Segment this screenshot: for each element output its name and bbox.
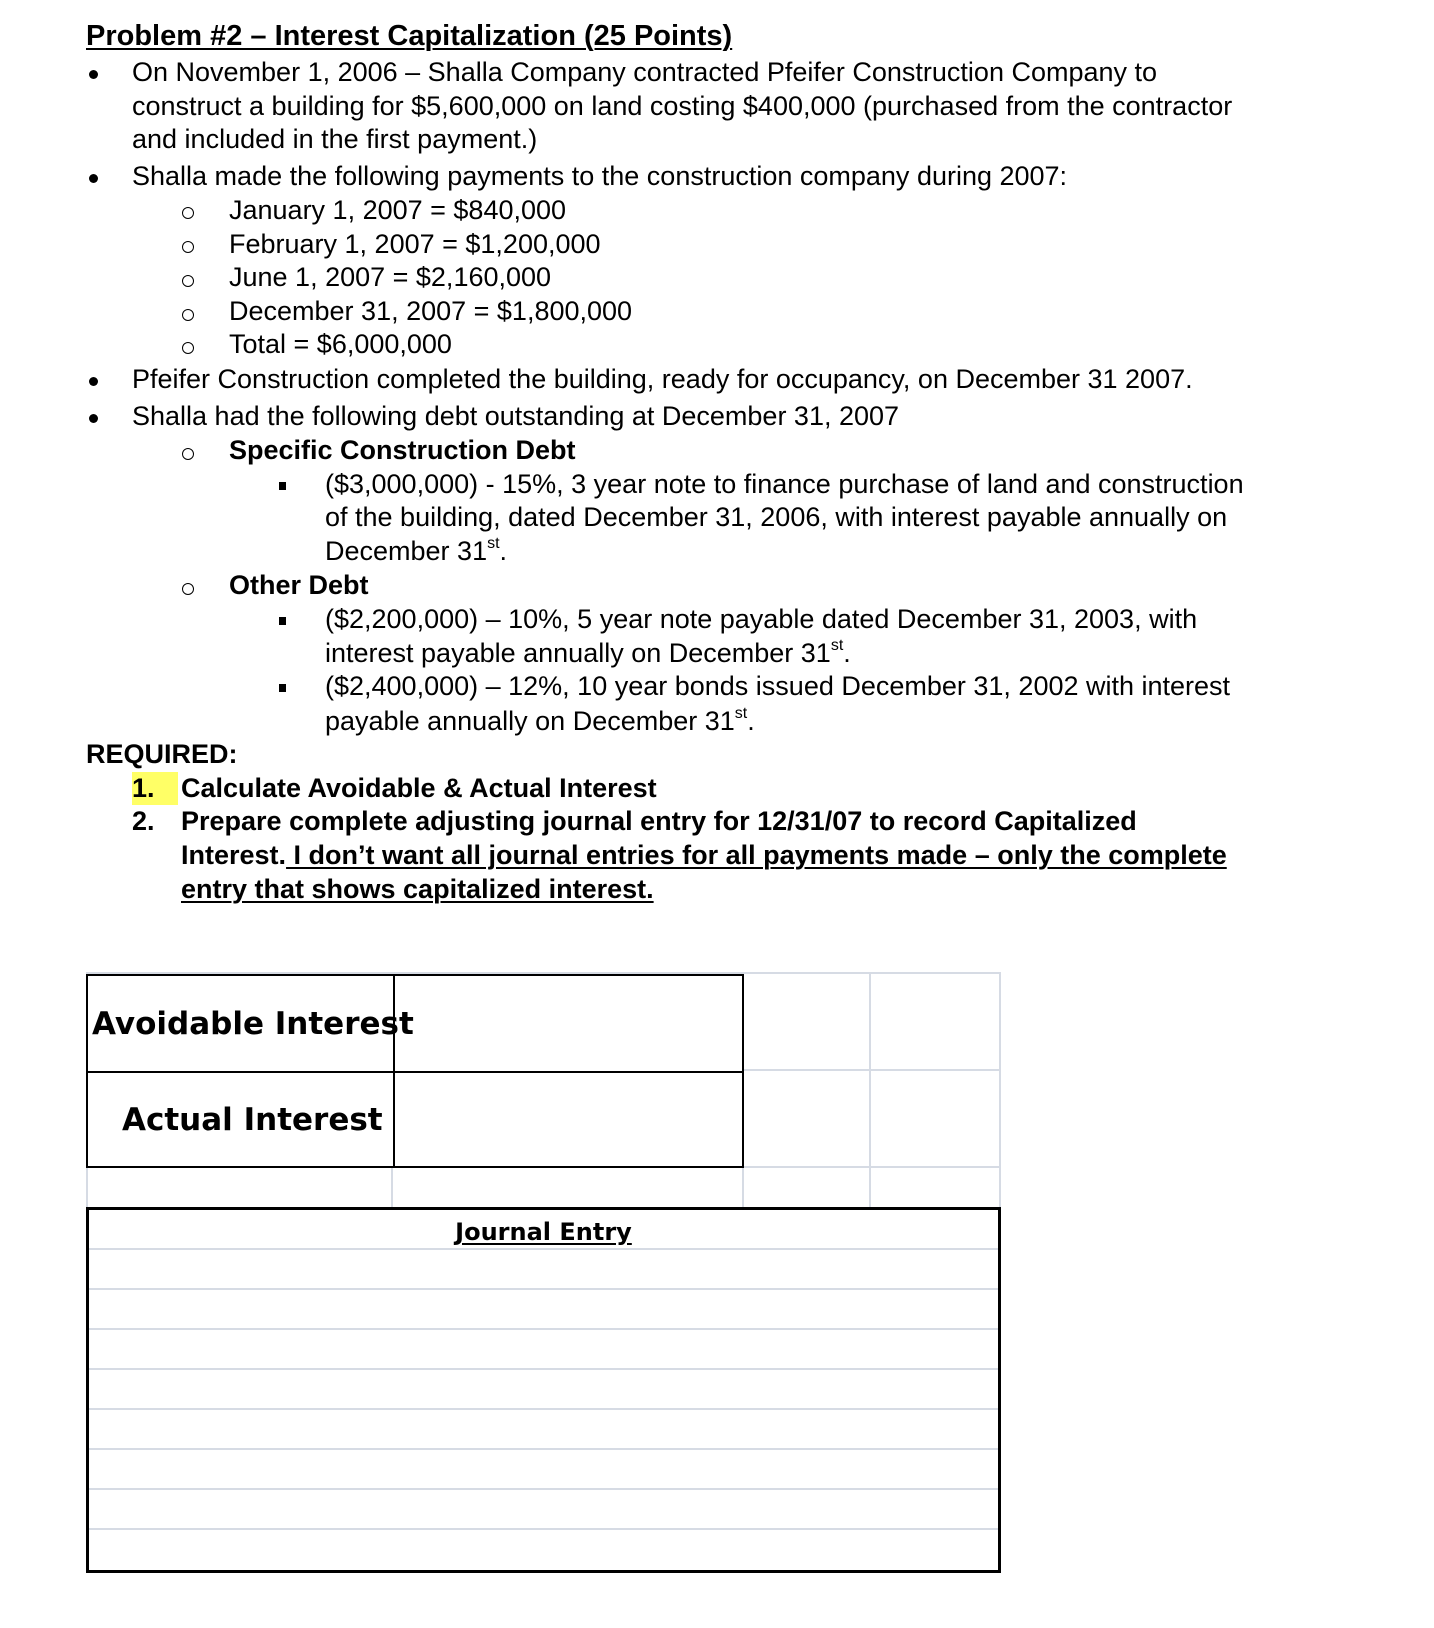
circle-bullet-icon [182,207,194,219]
payment-item: June 1, 2007 = $2,160,000 [229,262,552,292]
bullet-icon [89,377,98,386]
grid-line [742,1166,744,1207]
other-debt-1-line-1: ($2,200,000) – 10%, 5 year note payable dated December 31, 2003, with [325,604,1198,634]
bullet-icon [89,414,98,423]
payments-intro: Shalla made the following payments to the construction company during 2007: [132,161,1068,191]
contract-text-line-2: construct a building for $5,600,000 on land costing $400,000 (purchased from the contractor [132,91,1233,121]
grid-line [999,972,1001,1207]
grid-line [869,1166,871,1207]
circle-bullet-icon [182,309,194,321]
other-debt-1-line-2: interest payable annually on December 31st. [325,637,851,668]
grid-line [391,1166,393,1207]
journal-row[interactable] [89,1328,998,1330]
circle-bullet-icon [182,448,194,460]
contract-text-line-1: On November 1, 2006 – Shalla Company contracted Pfeifer Construction Company to [132,57,1158,87]
journal-entry-title: Journal Entry [455,1218,632,1246]
specific-debt-line-1: ($3,000,000) - 15%, 3 year note to finance purchase of land and construction [325,469,1244,499]
journal-row[interactable] [89,1408,998,1410]
required-item-1-text: Calculate Avoidable & Actual Interest [181,773,657,803]
square-bullet-icon [279,684,286,692]
contract-text-line-3: and included in the first payment.) [132,124,538,154]
required-item-2-line-1: Prepare complete adjusting journal entry for 12/31/07 to record Capitalized [181,806,1137,836]
required-item-2-line-3: entry that shows capitalized interest. [181,874,654,904]
journal-row[interactable] [89,1528,998,1530]
required-item-2-number: 2. [132,806,155,836]
bullet-icon [89,174,98,183]
grid-line [86,1166,88,1207]
circle-bullet-icon [182,342,194,354]
other-debt-2-line-2: payable annually on December 31st. [325,705,755,736]
required-item-2-line-2: Interest. I don’t want all journal entries for all payments made – only the complete [181,840,1227,870]
avoidable-interest-label: Avoidable Interest [92,1006,414,1042]
actual-interest-label: Actual Interest [122,1102,383,1138]
problem-title: Problem #2 – Interest Capitalization (25 Points) [86,20,733,52]
circle-bullet-icon [182,275,194,287]
journal-row[interactable] [89,1448,998,1450]
journal-entry-table [86,1207,1001,1573]
circle-bullet-icon [182,241,194,253]
payment-item: February 1, 2007 = $1,200,000 [229,229,601,259]
bullet-icon [89,70,98,79]
circle-bullet-icon [182,583,194,595]
required-item-1-number: 1. [132,772,178,805]
payment-item: December 31, 2007 = $1,800,000 [229,296,633,326]
payment-total: Total = $6,000,000 [229,329,452,359]
journal-row[interactable] [89,1288,998,1290]
other-debt-heading: Other Debt [229,570,369,600]
journal-row[interactable] [89,1488,998,1490]
actual-interest-value-cell[interactable] [395,1073,742,1166]
specific-debt-line-2: of the building, dated December 31, 2006, with interest payable annually on [325,502,1228,532]
square-bullet-icon [279,617,286,625]
required-heading: REQUIRED: [86,739,238,769]
avoidable-interest-value-cell[interactable] [395,976,742,1071]
specific-debt-heading: Specific Construction Debt [229,435,576,465]
grid-line [744,1069,1001,1071]
other-debt-2-line-1: ($2,400,000) – 12%, 10 year bonds issued December 31, 2002 with interest [325,671,1231,701]
debt-intro: Shalla had the following debt outstanding at December 31, 2007 [132,401,900,431]
square-bullet-icon [279,482,286,490]
payment-item: January 1, 2007 = $840,000 [229,195,567,225]
specific-debt-line-3: December 31st. [325,535,508,566]
journal-row[interactable] [89,1368,998,1370]
completion-text: Pfeifer Construction completed the building, ready for occupancy, on December 31 2007. [132,364,1193,394]
interest-table [86,974,744,1168]
journal-row[interactable] [89,1248,998,1250]
